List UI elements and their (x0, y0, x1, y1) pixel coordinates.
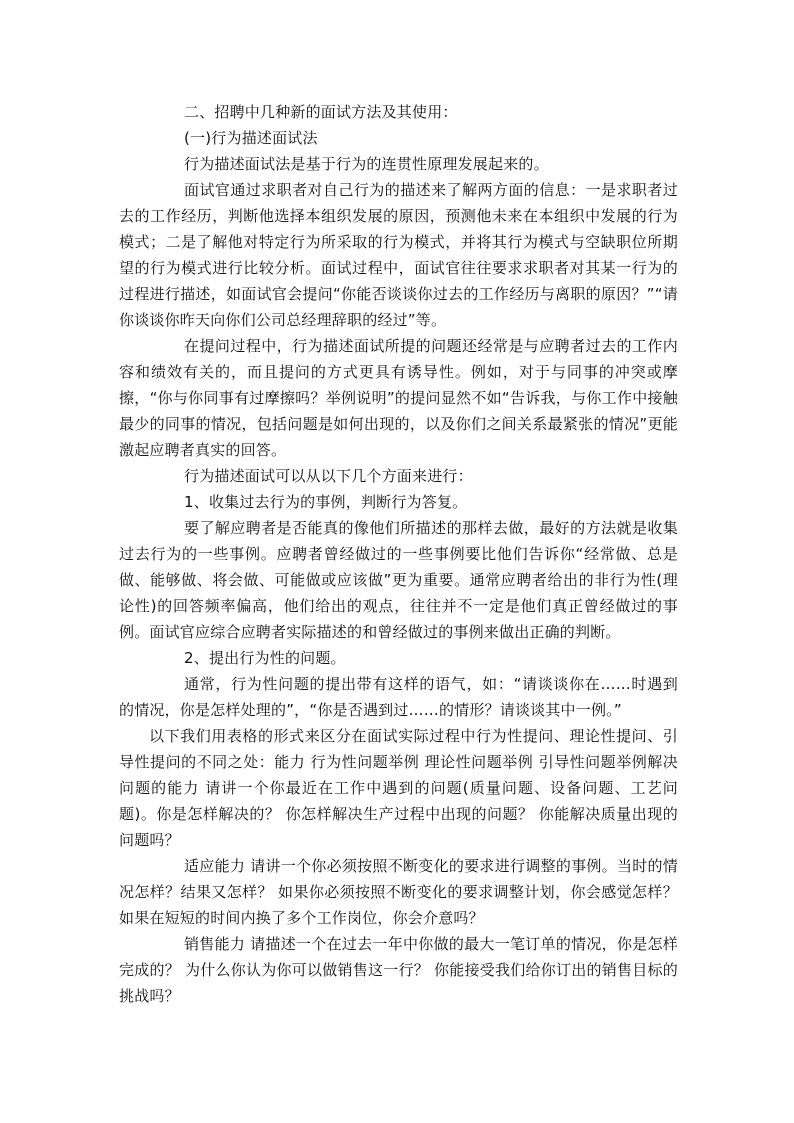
paragraph-questioning: 在提问过程中，行为描述面试所提的问题还经常是与应聘者过去的工作内容和绩效有关的，而且提问的方式更具有诱导性。例如，对于与同事的冲突或摩擦，“你与你同事有过摩擦吗？举例说明”的提问显然不如“告诉我，与你工作中接触最少的同事的情况，包括问题是如何出现的，以及你们之间关系最紧张的情况”更能激起应聘者真实的回答。 (119, 337, 678, 459)
paragraph-definition: 行为描述面试法是基于行为的连贯性原理发展起来的。 (184, 155, 549, 173)
list-item-2-heading: 2、提出行为性的问题。 (184, 649, 346, 667)
list-item-1-heading: 1、收集过去行为的事例，判断行为答复。 (184, 493, 468, 511)
paragraph-interviewer-info: 面试官通过求职者对自己行为的描述来了解两方面的信息：一是求职者过去的工作经历，判断他选择本组织发展的原因，预测他未来在本组织中发展的行为模式；二是了解他对特定行为所采取的行为模式，并将其行为模式与空缺职位所期望的行为模式进行比较分析。面试过程中，面试官往往要求求职者对其某一行为的过程进行描述，如面试官会提问“你能否谈谈你过去的工作经历与离职的原因？”“请你谈谈你昨天向你们公司总经理辞职的经过”等。 (119, 181, 678, 329)
subsection-heading: (一)行为描述面试法 (184, 129, 318, 147)
paragraph-aspects-intro: 行为描述面试可以从以下几个方面来进行： (184, 467, 473, 485)
paragraph-question-tone: 通常，行为性问题的提出带有这样的语气，如：“请谈谈你在……时遇到的情况，你是怎样处理的”，“你是否遇到过……的情形？请谈谈其中一例。” (119, 675, 678, 719)
paragraph-table-problem-solving: 以下我们用表格的形式来区分在面试实际过程中行为性提问、理论性提问、引导性提问的不同之处：能力 行为性问题举例 理论性问题举例 引导性问题举例解决问题的能力 请讲一个你最近在工作中遇到的问题(质量问题、设备问题、工艺问题)。你是怎样解决的？ 你怎样解决生产过程中出现的问题？ 你能解决质量出现的问题吗？ (119, 727, 678, 849)
document-body (119, 99, 678, 1009)
paragraph-table-sales: 销售能力 请描述一个在过去一年中你做的最大一笔订单的情况，你是怎样完成的？ 为什么你认为你可以做销售这一行？ 你能接受我们给你订出的销售目标的挑战吗？ (119, 935, 678, 1005)
paragraph-table-adaptability: 适应能力 请讲一个你必须按照不断变化的要求进行调整的事例。当时的情况怎样？结果又怎样？ 如果你必须按照不断变化的要求调整计划，你会感觉怎样？ 如果在短短的时间内换了多个工作岗位，你会介意吗？ (119, 857, 678, 927)
paragraph-collect-examples: 要了解应聘者是否能真的像他们所描述的那样去做，最好的方法就是收集过去行为的一些事例。应聘者曾经做过的一些事例要比他们告诉你“经常做、总是做、能够做、将会做、可能做或应该做”更为重要。通常应聘者给出的非行为性(理论性)的回答频率偏高，他们给出的观点，往往并不一定是他们真正曾经做过的事例。面试官应综合应聘者实际描述的和曾经做过的事例来做出正确的判断。 (119, 519, 678, 641)
section-heading: 二、招聘中几种新的面试方法及其使用： (184, 103, 458, 121)
